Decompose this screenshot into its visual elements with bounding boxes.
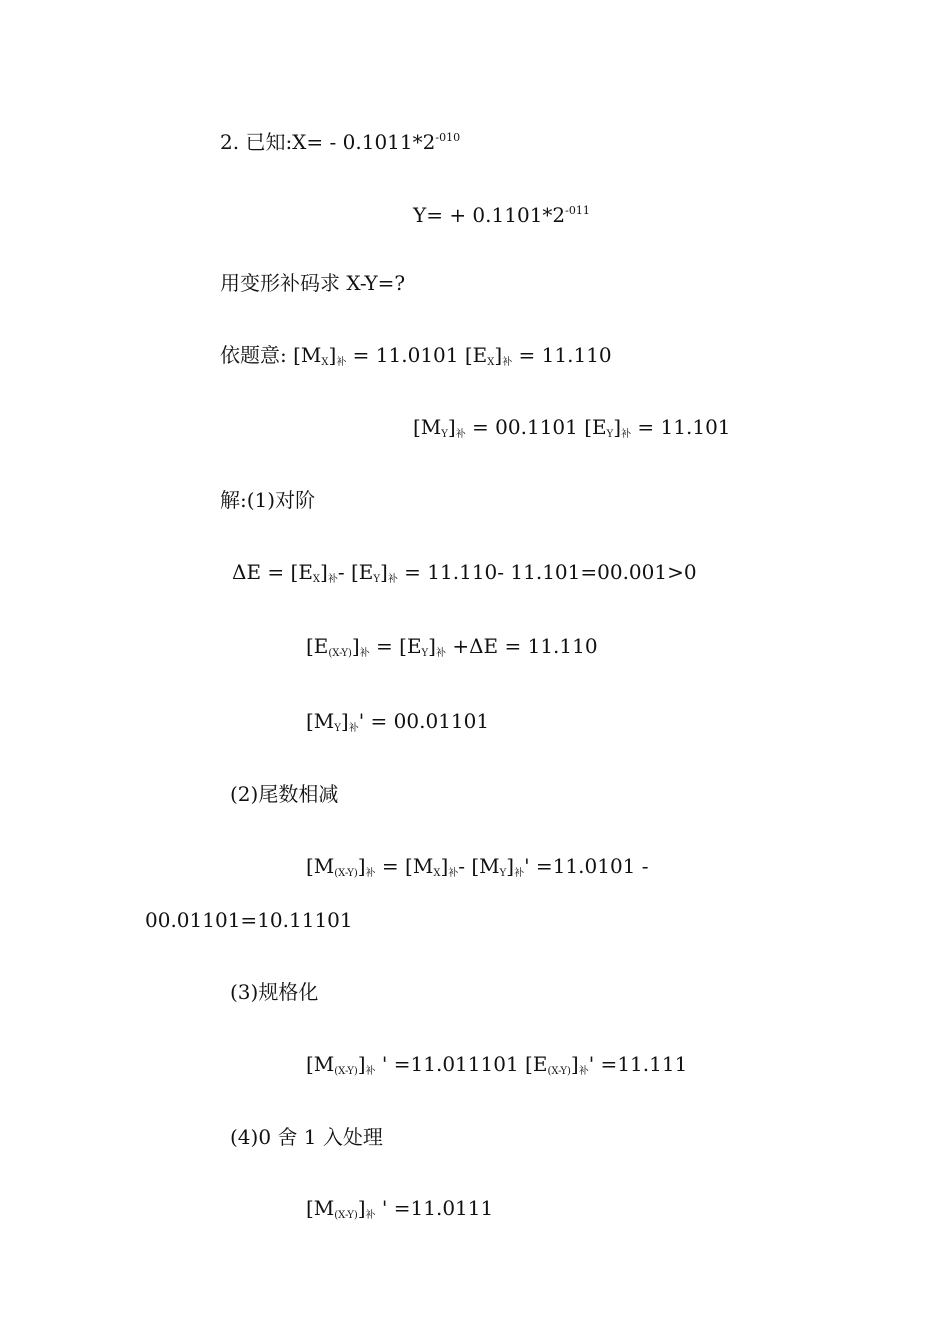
line-step2-heading <box>230 780 338 808</box>
text-run: = [E <box>369 634 422 658</box>
text-run: ] <box>440 854 449 878</box>
text-run: [M <box>306 709 335 733</box>
text-run: ' = 00.01101 <box>358 709 490 733</box>
subscript: 补 <box>365 1210 376 1221</box>
text-run: ] <box>357 854 366 878</box>
text-run: [M <box>306 854 335 878</box>
text-run: 00.01101=10.11101 <box>145 908 353 932</box>
subscript: 补 <box>448 868 459 879</box>
subscript: 补 <box>435 648 446 659</box>
subscript: Y <box>334 723 341 734</box>
text-run: +ΔE = 11.110 <box>445 634 598 658</box>
line-exp-result <box>306 632 598 660</box>
line-question <box>220 269 405 297</box>
text-run: ] <box>494 343 503 367</box>
text-run: ' =11.0111 <box>375 1196 494 1220</box>
text-run: = 11.110 <box>512 343 612 367</box>
subscript: 补 <box>359 648 370 659</box>
line-step3-heading <box>230 978 318 1006</box>
line-normalized <box>306 1050 687 1078</box>
text-run: ] <box>328 343 337 367</box>
text-run: Y= + 0.1101*2 <box>413 203 566 227</box>
text-run: - [E <box>337 560 374 584</box>
text-run: ] <box>357 1196 366 1220</box>
line-step1-heading <box>220 486 315 514</box>
subscript: (X-Y) <box>334 1066 358 1077</box>
subscript: 补 <box>348 723 359 734</box>
text-run: ] <box>357 1052 366 1076</box>
text-run: ] <box>320 560 328 584</box>
text-run: [E <box>306 634 329 658</box>
subscript: (X-Y) <box>334 1210 358 1221</box>
text-run: ] <box>447 415 456 439</box>
line-step4-heading <box>230 1123 383 1151</box>
line-mantissa-sub-cont <box>145 906 353 934</box>
subscript: 补 <box>455 429 466 440</box>
subscript: (X-Y) <box>334 868 358 879</box>
text-run: (3)规格化 <box>230 980 319 1004</box>
text-run: ] <box>613 415 622 439</box>
subscript: Y <box>499 868 507 879</box>
text-run: ' =11.111 <box>588 1052 688 1076</box>
subscript: Y <box>606 429 614 440</box>
subscript: X <box>321 357 329 368</box>
text-run: ] <box>380 560 388 584</box>
line-y-codes <box>413 413 731 441</box>
line-x-codes <box>220 341 612 369</box>
text-run: ' =11.011101 [E <box>375 1052 548 1076</box>
text-run: = [M <box>375 854 434 878</box>
subscript: (X-Y) <box>328 648 352 659</box>
line-mantissa-sub <box>306 852 649 880</box>
subscript: 补 <box>502 357 513 368</box>
line-given-y <box>413 197 590 225</box>
text-run: ΔE = [E <box>232 560 313 584</box>
text-run: 解:(1)对阶 <box>220 488 316 512</box>
line-delta-e <box>232 558 697 586</box>
text-run: [M <box>306 1052 335 1076</box>
line-my-shifted <box>306 707 489 735</box>
line-given-x <box>220 124 460 152</box>
text-run: (4)0 舍 1 入处理 <box>230 1125 383 1149</box>
subscript: 补 <box>578 1066 589 1077</box>
subscript: 补 <box>336 357 347 368</box>
text-run: ] <box>340 709 349 733</box>
subscript: X <box>312 574 321 585</box>
superscript: -011 <box>565 204 590 217</box>
superscript: -010 <box>435 131 461 144</box>
text-run: ] <box>506 854 515 878</box>
subscript: 补 <box>387 574 398 585</box>
subscript: Y <box>441 429 448 440</box>
text-run: (2)尾数相减 <box>230 782 339 806</box>
text-run: ] <box>351 634 360 658</box>
text-run: = 00.1101 [E <box>465 415 607 439</box>
subscript: Y <box>373 574 380 585</box>
line-rounded <box>306 1194 493 1222</box>
text-run: = 11.110- 11.101=00.001>0 <box>397 560 697 584</box>
text-run: = 11.0101 [E <box>346 343 488 367</box>
subscript: 补 <box>621 429 632 440</box>
text-run: 依题意: [M <box>220 343 322 367</box>
text-run: - [M <box>458 854 500 878</box>
text-run: ] <box>570 1052 579 1076</box>
text-run: ] <box>428 634 436 658</box>
subscript: 补 <box>365 868 376 879</box>
text-run: [M <box>306 1196 335 1220</box>
subscript: X <box>487 357 495 368</box>
subscript: 补 <box>327 574 338 585</box>
text-run: [M <box>413 415 442 439</box>
subscript: 补 <box>514 868 525 879</box>
text-run: 2. 已知:X= - 0.1011*2 <box>220 130 436 154</box>
text-run: 用变形补码求 X-Y=? <box>220 271 406 295</box>
text-run: = 11.101 <box>631 415 731 439</box>
subscript: X <box>433 868 441 879</box>
text-run: ' =11.0101 - <box>524 854 649 878</box>
subscript: (X-Y) <box>547 1066 571 1077</box>
subscript: Y <box>421 648 429 659</box>
subscript: 补 <box>365 1066 376 1077</box>
